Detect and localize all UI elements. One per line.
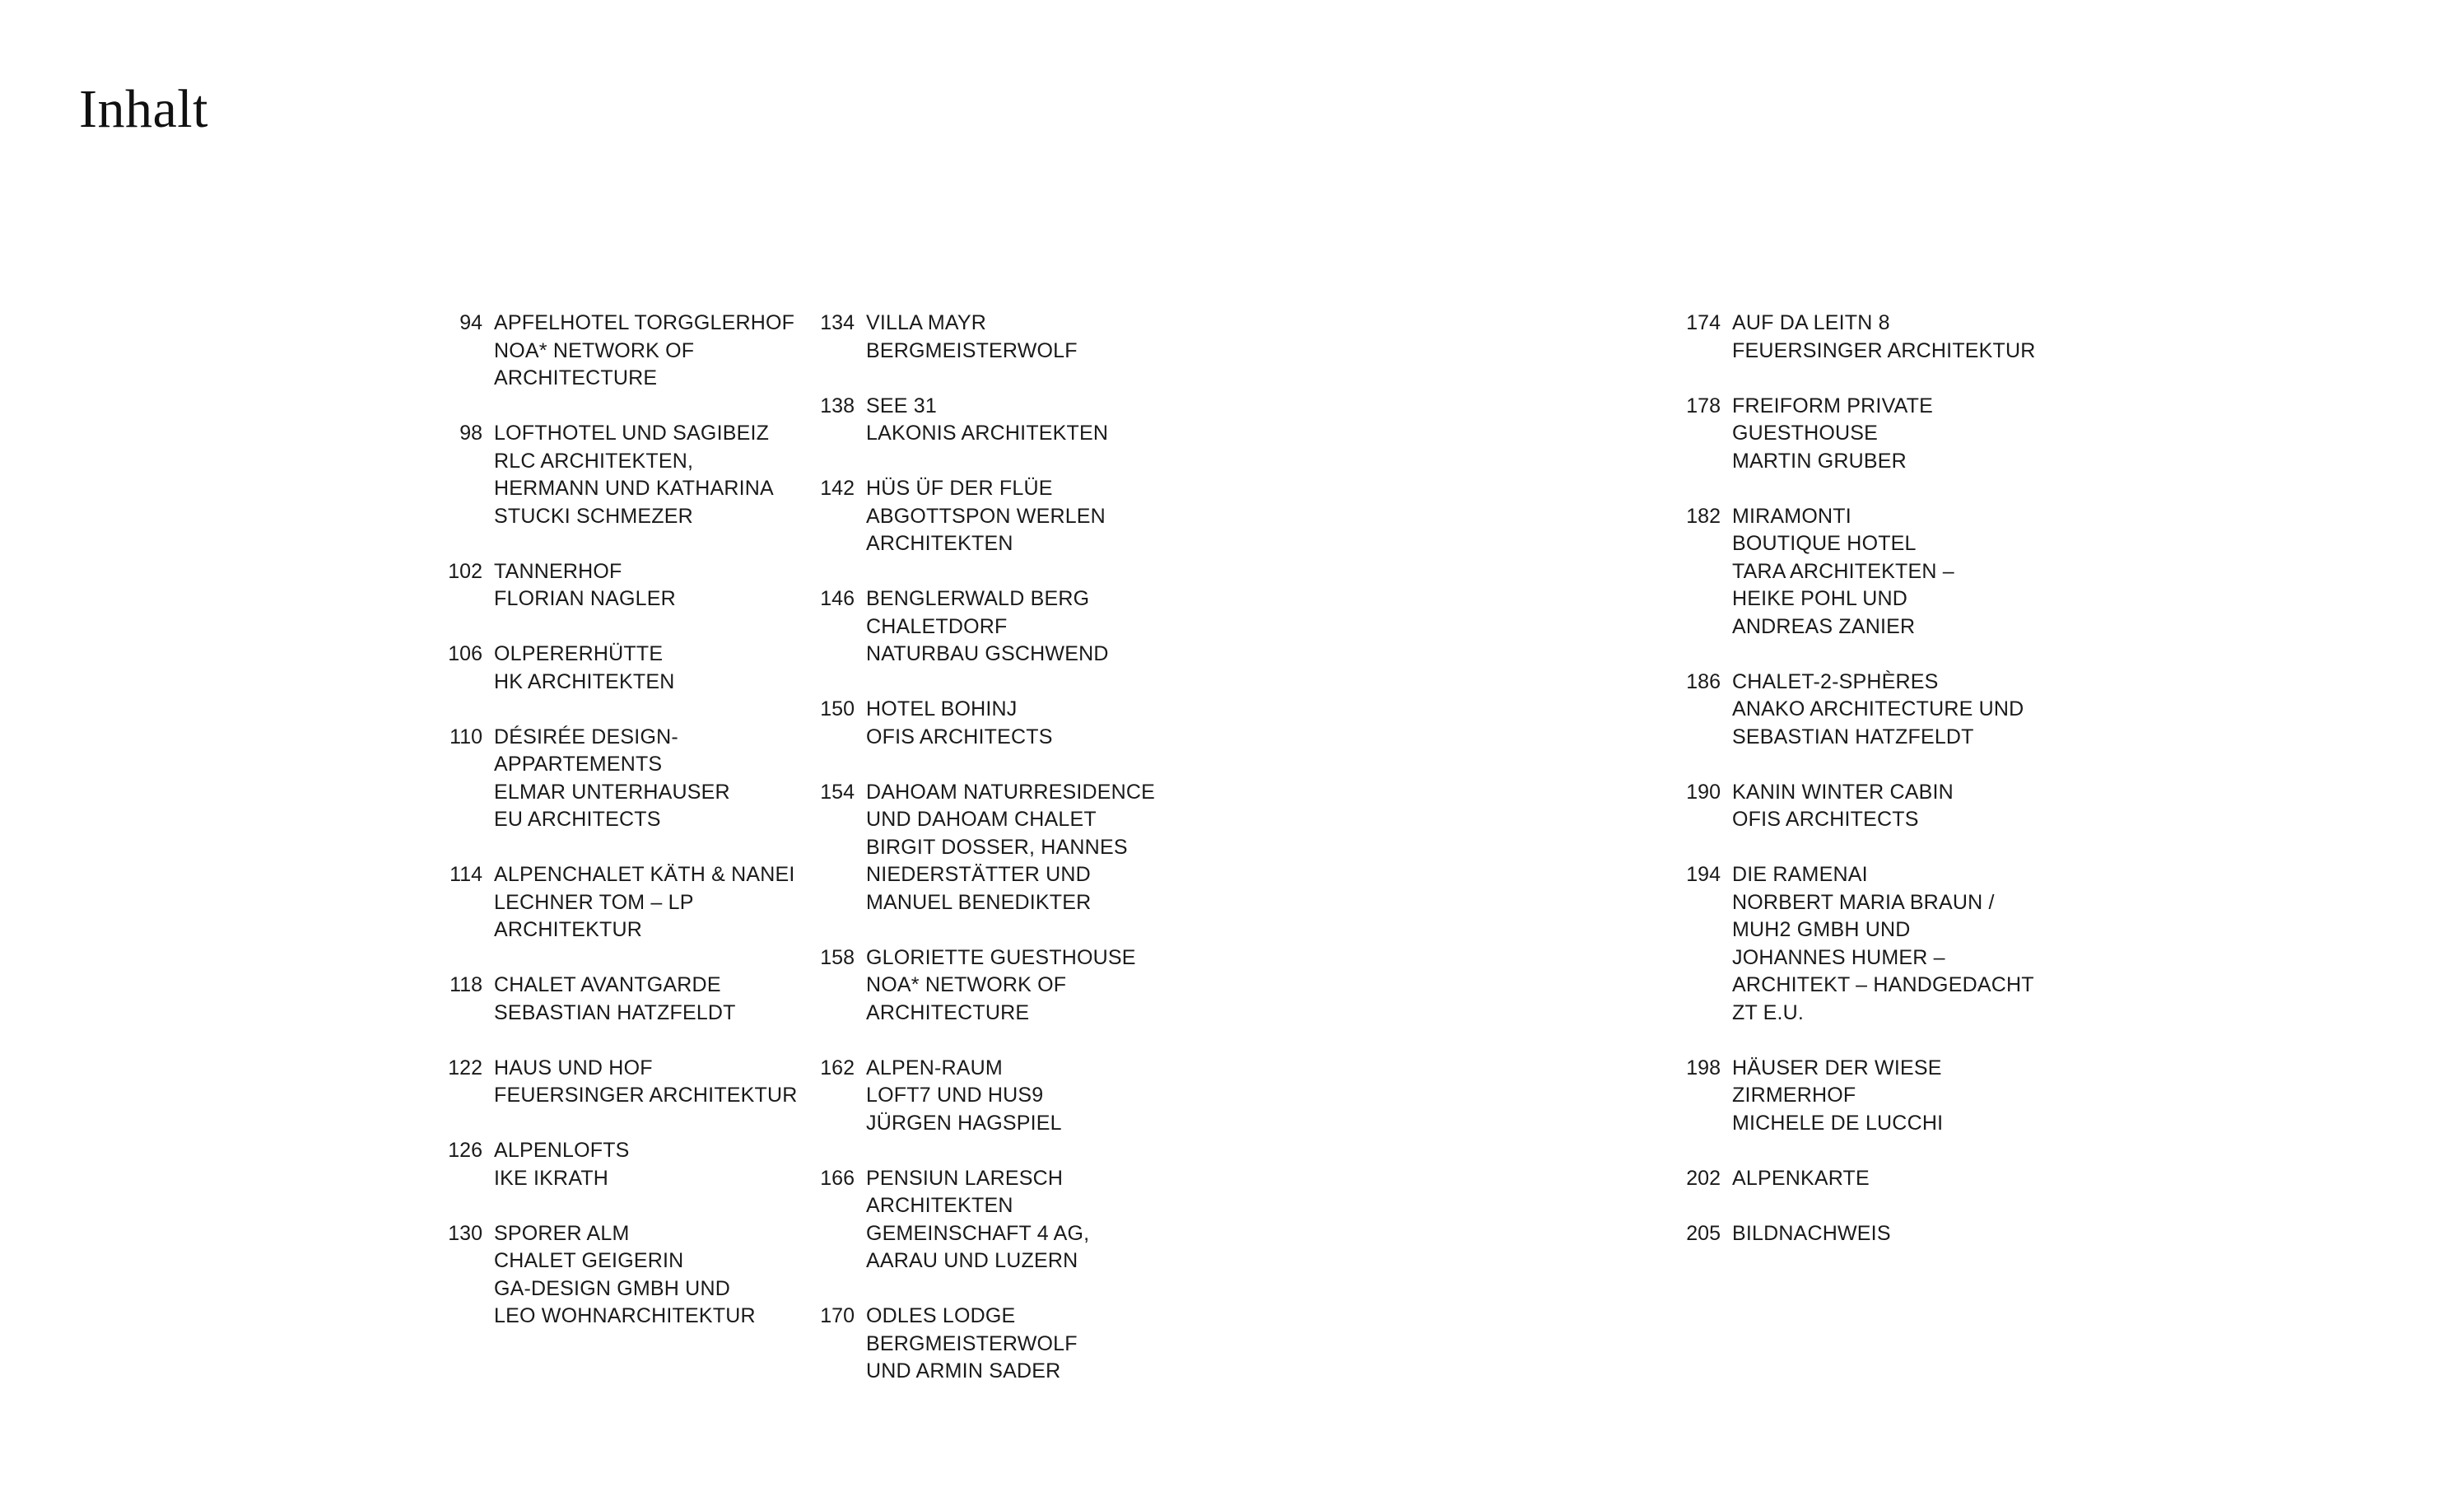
toc-entry-title: ALPEN-RAUM: [866, 1056, 1003, 1079]
toc-page-number: 106: [448, 642, 482, 665]
toc-entry-text: [494, 641, 815, 696]
toc-entry-text: [494, 861, 815, 944]
toc-entry: [436, 420, 815, 530]
toc-entry-credit: BERGMEISTERWOLF: [866, 338, 1078, 362]
toc-entry: [808, 1303, 1187, 1386]
toc-entry-title: CHALET AVANTGARDE: [494, 973, 721, 996]
toc-page-number: 138: [820, 394, 855, 417]
toc-entry: [436, 1220, 815, 1331]
toc-page-number: 110: [449, 725, 482, 748]
toc-entry-credit: ARCHITEKTEN: [866, 1194, 1013, 1217]
toc-entry-credit: MICHELE DE LUCCHI: [1732, 1111, 1944, 1135]
toc-entry-credit: ANAKO ARCHITECTURE UND: [1732, 697, 2024, 720]
toc-entry-credit: LOFT7 UND HUS9: [866, 1084, 1044, 1107]
toc-entry-text: [494, 420, 815, 530]
toc-entry-credit: ZT E.U.: [1732, 1000, 1805, 1024]
toc-entry-credit: HERMANN UND KATHARINA: [494, 477, 774, 500]
toc-entry: [436, 1137, 815, 1192]
toc-entry-credit: NOA* NETWORK OF: [866, 973, 1067, 996]
toc-page-number: 178: [1686, 394, 1721, 417]
toc-entry-credit: ZIRMERHOF: [1732, 1084, 1856, 1107]
toc-entry: [1674, 1055, 2070, 1138]
toc-entry-title: HÜS ÜF DER FLÜE: [866, 477, 1053, 500]
toc-page-number: 202: [1686, 1166, 1721, 1190]
toc-entry-text: [1732, 503, 2070, 641]
toc-entry-title: TANNERHOF: [494, 559, 622, 583]
toc-entry-title: HÄUSER DER WIESE: [1732, 1056, 1942, 1079]
toc-entry-text: [866, 585, 1187, 669]
toc-entry-text: [866, 310, 1187, 365]
toc-entry-credit: IKE IKRATH: [494, 1166, 609, 1190]
toc-entry-credit: BERGMEISTERWOLF: [866, 1331, 1078, 1355]
toc-entry-title: ALPENLOFTS: [494, 1139, 630, 1162]
toc-page-number: 186: [1686, 669, 1721, 693]
toc-entry-title: SEE 31: [866, 394, 937, 417]
toc-entry-title: ALPENCHALET KÄTH & NANEI: [494, 863, 795, 886]
toc-page-number: 182: [1686, 504, 1721, 528]
toc-page-number: 142: [820, 477, 855, 500]
toc-entry-credit: STUCKI SCHMEZER: [494, 504, 693, 528]
toc-entry-credit: AARAU UND LUZERN: [866, 1249, 1078, 1272]
toc-entry-text: [866, 696, 1187, 751]
toc-entry: [808, 779, 1187, 917]
toc-page-number: 122: [448, 1056, 482, 1079]
toc-page-number: 146: [820, 587, 855, 610]
toc-entry: [808, 1055, 1187, 1138]
toc-entry-credit: SEBASTIAN HATZFELDT: [494, 1000, 736, 1024]
toc-entry-credit: SEBASTIAN HATZFELDT: [1732, 725, 1974, 748]
toc-entry-text: [1732, 1220, 2070, 1248]
toc-entry-title: KANIN WINTER CABIN: [1732, 780, 1954, 804]
toc-page-number: 166: [820, 1166, 855, 1190]
toc-page-number: 114: [449, 863, 482, 886]
toc-entry-title: OLPERERHÜTTE: [494, 642, 664, 665]
toc-entry-title: HOTEL BOHINJ: [866, 697, 1018, 720]
toc-entry-title: GLORIETTE GUESTHOUSE: [866, 945, 1136, 969]
toc-entry: [436, 1055, 815, 1110]
toc-entry-title: MIRAMONTI: [1732, 504, 1851, 528]
toc-entry-credit: JÜRGEN HAGSPIEL: [866, 1111, 1062, 1135]
toc-entry-text: [494, 724, 815, 834]
toc-entry-credit: APPARTEMENTS: [494, 753, 663, 776]
toc-entry-text: [1732, 1165, 2070, 1193]
toc-entry-credit: GUESTHOUSE: [1732, 422, 1879, 445]
toc-page-number: 118: [449, 973, 482, 996]
toc-entry: [436, 972, 815, 1027]
toc-entry-credit: ARCHITEKTUR: [494, 918, 642, 941]
toc-entry-text: [494, 1220, 815, 1331]
toc-entry-text: [1732, 861, 2070, 1027]
toc-entry-credit: BIRGIT DOSSER, HANNES: [866, 835, 1128, 859]
toc-entry-credit: ARCHITEKT – HANDGEDACHT: [1732, 973, 2034, 996]
toc-entry-text: [1732, 310, 2070, 365]
toc-entry-credit: CHALETDORF: [866, 614, 1008, 638]
toc-page-number: 126: [448, 1139, 482, 1162]
toc-entry: [436, 558, 815, 613]
toc-entry: [808, 696, 1187, 751]
toc-entry-credit: HK ARCHITEKTEN: [494, 669, 675, 693]
toc-entry: [808, 1165, 1187, 1275]
toc-entry: [1674, 310, 2070, 365]
toc-entry-credit: LECHNER TOM – LP: [494, 890, 694, 914]
toc-entry-text: [494, 310, 815, 393]
toc-entry: [808, 475, 1187, 558]
toc-entry-title: APFELHOTEL TORGGLERHOF: [494, 311, 795, 334]
toc-entry-credit: CHALET GEIGERIN: [494, 1249, 684, 1272]
toc-entry-credit: ELMAR UNTERHAUSER: [494, 780, 730, 804]
toc-entry: [436, 724, 815, 834]
toc-entry-credit: ARCHITECTURE: [866, 1000, 1030, 1024]
toc-page-number: 134: [820, 311, 855, 334]
toc-entry-title: BILDNACHWEIS: [1732, 1221, 1891, 1245]
toc-page-number: 205: [1686, 1221, 1721, 1245]
toc-entry: [1674, 1165, 2070, 1193]
toc-entry-credit: MANUEL BENEDIKTER: [866, 890, 1092, 914]
toc-entry-credit: NORBERT MARIA BRAUN /: [1732, 890, 1995, 914]
toc-entry-title: LOFTHOTEL UND SAGIBEIZ: [494, 422, 770, 445]
toc-entry-text: [866, 1303, 1187, 1386]
toc-page-number: 130: [448, 1221, 482, 1245]
toc-entry-credit: EU ARCHITECTS: [494, 808, 661, 831]
toc-entry: [1674, 1220, 2070, 1248]
toc-entry: [808, 944, 1187, 1028]
toc-page-number: 190: [1686, 780, 1721, 804]
page-title: Inhalt: [79, 79, 208, 139]
toc-entry-title: DÉSIRÉE DESIGN-: [494, 725, 678, 748]
toc-page-number: 94: [459, 311, 482, 334]
toc-entry: [436, 310, 815, 393]
toc-entry-credit: NOA* NETWORK OF: [494, 338, 695, 362]
toc-entry-text: [1732, 779, 2070, 834]
toc-page-number: 162: [820, 1056, 855, 1079]
toc-entry-title: VILLA MAYR: [866, 311, 987, 334]
toc-entry-text: [494, 558, 815, 613]
toc-entry-text: [866, 1055, 1187, 1138]
toc-entry-title: ALPENKARTE: [1732, 1166, 1870, 1190]
toc-entry-credit: NIEDERSTÄTTER UND: [866, 863, 1091, 886]
toc-entry-text: [1732, 393, 2070, 476]
toc-entry-title: ODLES LODGE: [866, 1304, 1016, 1327]
toc-entry-credit: UND DAHOAM CHALET: [866, 808, 1097, 831]
toc-entry-credit: FLORIAN NAGLER: [494, 587, 676, 610]
toc-page-number: 198: [1686, 1056, 1721, 1079]
toc-page-number: 150: [820, 697, 855, 720]
toc-entry-text: [1732, 669, 2070, 752]
toc-entry: [1674, 779, 2070, 834]
toc-entry-credit: GEMEINSCHAFT 4 AG,: [866, 1221, 1090, 1245]
toc-page-number: 194: [1686, 863, 1721, 886]
toc-column-1: [436, 310, 815, 1358]
toc-entry-text: [866, 944, 1187, 1028]
toc-entry: [436, 861, 815, 944]
toc-entry-title: AUF DA LEITN 8: [1732, 311, 1890, 334]
toc-entry-credit: HEIKE POHL UND: [1732, 587, 1908, 610]
toc-entry-title: FREIFORM PRIVATE: [1732, 394, 1933, 417]
toc-entry: [436, 641, 815, 696]
toc-entry: [1674, 503, 2070, 641]
toc-column-2: [808, 310, 1187, 1413]
toc-entry: [808, 585, 1187, 669]
toc-page-number: 174: [1686, 311, 1721, 334]
toc-entry-credit: MARTIN GRUBER: [1732, 449, 1907, 473]
toc-entry-text: [866, 779, 1187, 917]
toc-entry-title: HAUS UND HOF: [494, 1056, 653, 1079]
toc-entry: [808, 310, 1187, 365]
toc-entry-text: [494, 1137, 815, 1192]
toc-entry-credit: ARCHITEKTEN: [866, 532, 1013, 555]
toc-entry-credit: UND ARMIN SADER: [866, 1359, 1061, 1382]
toc-page-number: 102: [448, 559, 482, 583]
toc-entry-title: CHALET-2-SPHÈRES: [1732, 669, 1939, 693]
toc-entry-credit: LEO WOHNARCHITEKTUR: [494, 1304, 756, 1327]
toc-page-number: 154: [820, 780, 855, 804]
toc-entry-credit: BOUTIQUE HOTEL: [1732, 532, 1917, 555]
toc-entry-credit: OFIS ARCHITECTS: [866, 725, 1053, 748]
toc-entry-credit: TARA ARCHITEKTEN –: [1732, 559, 1954, 583]
toc-entry-credit: ANDREAS ZANIER: [1732, 614, 1916, 638]
toc-page-number: 170: [820, 1304, 855, 1327]
toc-entry: [1674, 393, 2070, 476]
toc-entry-credit: GA-DESIGN GMBH UND: [494, 1276, 730, 1300]
toc-page-number: 158: [820, 945, 855, 969]
toc-entry-text: [866, 1165, 1187, 1275]
toc-entry-title: BENGLERWALD BERG: [866, 587, 1090, 610]
toc-page-number: 98: [459, 422, 482, 445]
toc-entry-text: [866, 475, 1187, 558]
toc-entry-credit: ARCHITECTURE: [494, 366, 658, 389]
toc-entry-text: [494, 972, 815, 1027]
toc-entry-text: [866, 393, 1187, 448]
toc-entry-credit: NATURBAU GSCHWEND: [866, 642, 1109, 665]
toc-entry-credit: OFIS ARCHITECTS: [1732, 808, 1919, 831]
toc-entry-credit: ABGOTTSPON WERLEN: [866, 504, 1106, 528]
toc-entry-credit: RLC ARCHITEKTEN,: [494, 449, 694, 473]
toc-entry: [1674, 861, 2070, 1027]
toc-entry-title: SPORER ALM: [494, 1221, 630, 1245]
toc-entry-text: [1732, 1055, 2070, 1138]
toc-entry-credit: MUH2 GMBH UND: [1732, 918, 1911, 941]
toc-column-3: [1674, 310, 2070, 1275]
toc-entry-credit: LAKONIS ARCHITEKTEN: [866, 422, 1109, 445]
toc-entry-title: DAHOAM NATURRESIDENCE: [866, 780, 1155, 804]
toc-entry-credit: FEUERSINGER ARCHITEKTUR: [1732, 338, 2036, 362]
toc-entry-title: DIE RAMENAI: [1732, 863, 1868, 886]
toc-entry: [1674, 669, 2070, 752]
toc-entry-credit: FEUERSINGER ARCHITEKTUR: [494, 1084, 798, 1107]
toc-entry-title: PENSIUN LARESCH: [866, 1166, 1064, 1190]
toc-entry-text: [494, 1055, 815, 1110]
toc-entry: [808, 393, 1187, 448]
toc-entry-credit: JOHANNES HUMER –: [1732, 945, 1945, 969]
